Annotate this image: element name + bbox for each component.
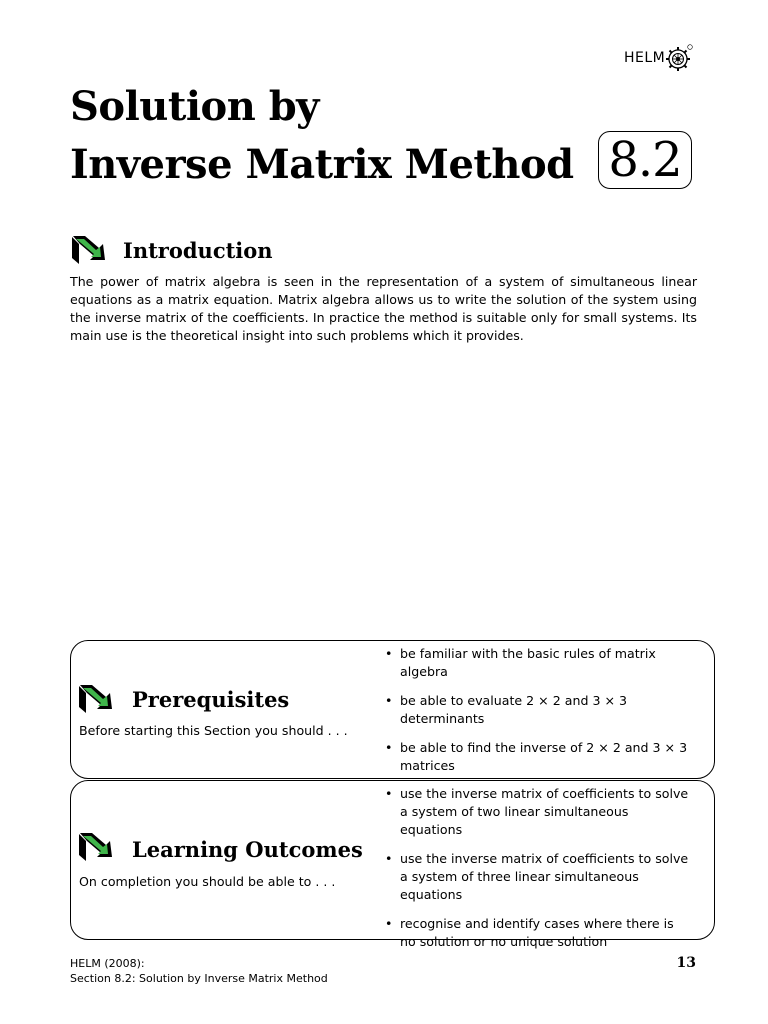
list-item: • be familiar with the basic rules of matrix algebra [385, 645, 693, 681]
logo-text: HELM [624, 50, 666, 66]
footer-line-1: HELM (2008): [70, 957, 145, 970]
page-title [70, 78, 574, 194]
list-item: • use the inverse matrix of coefficients to solve a system of three linear simultaneous equations [385, 850, 693, 904]
learning-outcomes-panel [70, 780, 715, 949]
gear-icon [663, 43, 693, 73]
learning-outcomes-subtext: On completion you should be able to . . . [79, 874, 336, 889]
section-number: 8.2 [608, 132, 682, 188]
introduction-text: The power of matrix algebra is seen in the representation of a system of simultaneous linear equations as a matrix equation. Matrix algebra allows us to write the solution of the system using the inverse matrix of the coefficients. In practice the method is suitable only for small systems. Its main use is the theoretical insight into such problems which it provides. [70, 274, 697, 343]
list-item: • be able to find the inverse of 2 × 2 and 3 × 3 matrices [385, 739, 693, 775]
list-item: • be able to evaluate 2 × 2 and 3 × 3 determinants [385, 692, 693, 728]
prerequisites-list [385, 645, 693, 786]
page-number: 13 [676, 955, 696, 971]
list-item: • use the inverse matrix of coefficients to solve a system of two linear simultaneous equations [385, 785, 693, 839]
title-line-1: Solution by [70, 83, 319, 130]
title-line-2: Inverse Matrix Method [70, 141, 574, 188]
introduction-heading: Introduction [123, 238, 273, 263]
footer-line-2: Section 8.2: Solution by Inverse Matrix Method [70, 972, 328, 985]
learning-outcomes-heading: Learning Outcomes [132, 837, 363, 862]
section-number-badge [598, 131, 692, 189]
helm-logo [624, 44, 693, 72]
arrow-icon [70, 234, 110, 268]
prerequisites-panel [70, 640, 715, 779]
list-item: • recognise and identify cases where there is no solution or no unique solution [385, 915, 693, 951]
arrow-icon [77, 683, 117, 717]
learning-outcomes-list [385, 785, 693, 962]
prerequisites-subtext: Before starting this Section you should . . . [79, 723, 348, 738]
footer [70, 956, 328, 986]
arrow-icon [77, 831, 117, 865]
prerequisites-heading: Prerequisites [132, 687, 290, 712]
